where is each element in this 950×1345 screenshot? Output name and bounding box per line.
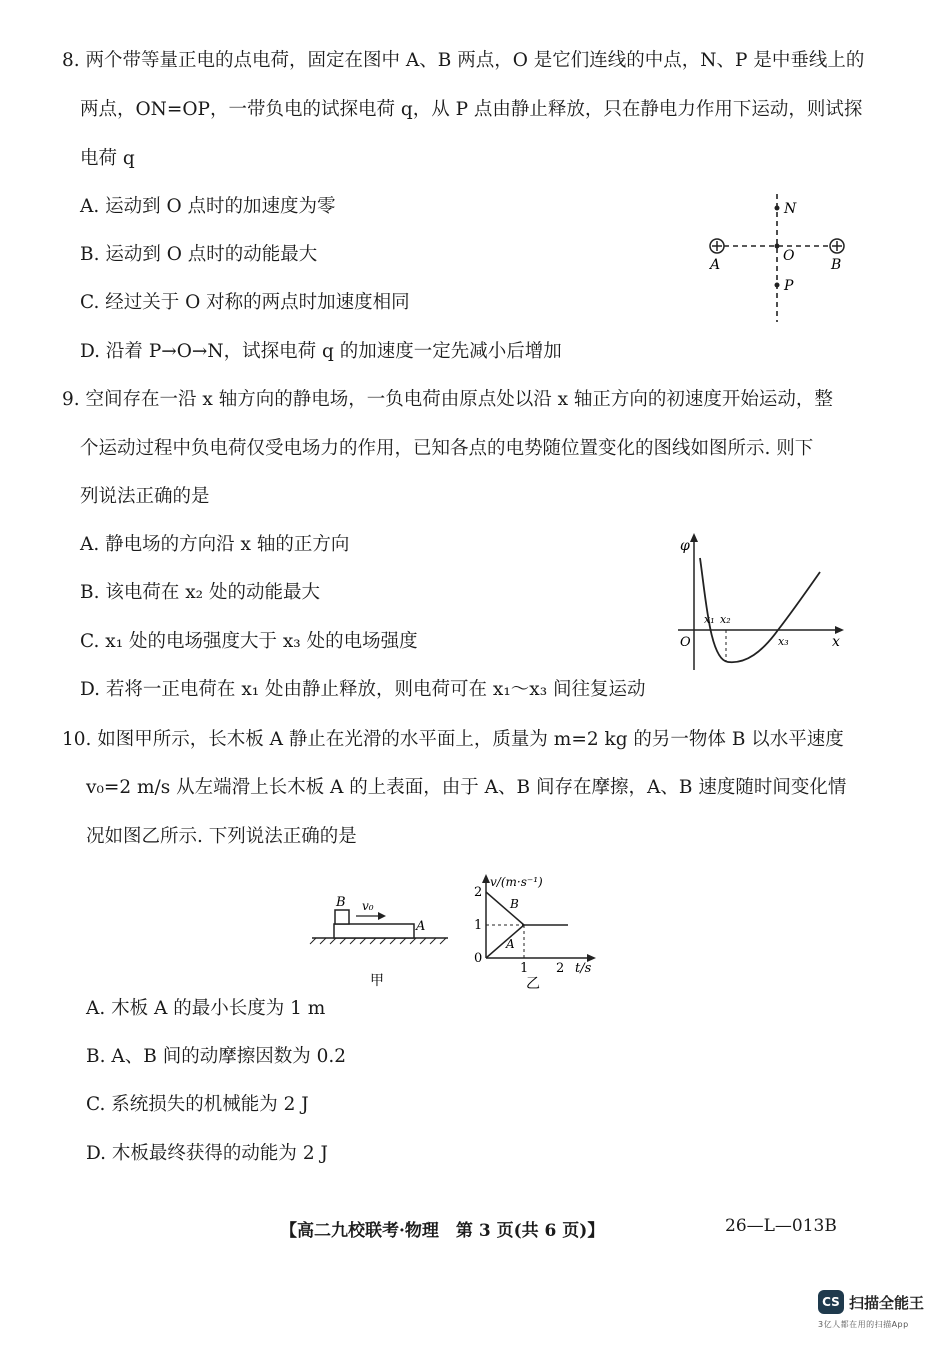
q9-x3-label: x₃ — [778, 635, 789, 648]
q8-charge-figure — [700, 188, 860, 328]
q8-label-o: O — [783, 248, 795, 264]
q10-yi-tick-x1: 1 — [520, 961, 529, 976]
q10-jia-label-a: A — [416, 919, 426, 934]
q9-y-label: φ — [680, 538, 690, 554]
page-footer-code: 26—L—013B — [725, 1216, 837, 1236]
q9-option-c: C. x₁ 处的电场强度大于 x₃ 处的电场强度 — [80, 631, 418, 652]
q9-option-b: B. 该电荷在 x₂ 处的动能最大 — [80, 582, 320, 603]
q10-yi-label-a: A — [506, 937, 515, 951]
q8-point-o — [775, 244, 780, 249]
q10-board-a — [334, 924, 414, 938]
q8-stem-line-1: 8. 两个带等量正电的点电荷，固定在图中 A、B 两点，O 是它们连线的中点，N、P 是中垂线上的 — [62, 50, 865, 71]
q10-yi-y-label: v/(m·s⁻¹) — [490, 875, 543, 889]
q10-stem-line-3: 况如图乙所示. 下列说法正确的是 — [86, 826, 357, 847]
q9-stem-line-1: 9. 空间存在一沿 x 轴方向的静电场，一负电荷由原点处以沿 x 轴正方向的初速度开始运动，整 — [62, 389, 833, 410]
q8-stem-line-2: 两点，ON=OP，一带负电的试探电荷 q，从 P 点由静止释放，只在静电力作用下运动，则试探 — [80, 99, 863, 120]
q8-option-a: A. 运动到 O 点时的加速度为零 — [80, 196, 336, 217]
q10-yi-line-a — [486, 925, 524, 958]
q9-x2-label: x₂ — [720, 613, 731, 626]
q10-yi-tick-0: 0 — [474, 951, 483, 966]
q8-label-b: B — [831, 257, 842, 273]
q10-jia-label-b: B — [336, 895, 346, 910]
q10-jia-caption: 甲 — [370, 973, 384, 989]
q8-option-b: B. 运动到 O 点时的动能最大 — [80, 244, 318, 265]
q10-option-b: B. A、B 间的动摩擦因数为 0.2 — [86, 1046, 346, 1067]
q10-stem-line-1: 10. 如图甲所示，长木板 A 静止在光滑的水平面上，质量为 m=2 kg 的另一物体 B 以水平速度 — [62, 729, 844, 750]
q9-stem-line-3: 列说法正确的是 — [80, 486, 210, 507]
q10-stem-line-2: v₀=2 m/s 从左端滑上长木板 A 的上表面，由于 A、B 间存在摩擦，A、B 速度随时间变化情 — [86, 777, 847, 798]
q9-x-label: x — [832, 634, 840, 650]
q8-label-p: P — [784, 278, 794, 294]
q10-yi-tick-y2: 2 — [474, 885, 483, 900]
q10-yi-label-b: B — [510, 897, 519, 911]
scanner-app-name: 扫描全能王 — [849, 1294, 925, 1312]
q9-stem-line-2: 个运动过程中负电荷仅受电场力的作用，已知各点的电势随位置变化的图线如图所示. 则下 — [80, 438, 814, 459]
q9-option-a: A. 静电场的方向沿 x 轴的正方向 — [80, 534, 350, 555]
q10-yi-tick-y1: 1 — [474, 918, 483, 933]
q8-point-p — [775, 283, 780, 288]
page-footer-title: 【高二九校联考·物理 第 3 页(共 6 页)】 — [280, 1221, 605, 1241]
q8-point-n — [775, 206, 780, 211]
q10-figure-jia — [308, 890, 458, 1000]
q10-yi-caption: 乙 — [526, 976, 540, 992]
q10-block-b — [335, 910, 349, 924]
q8-option-c: C. 经过关于 O 对称的两点时加速度相同 — [80, 292, 410, 313]
q10-option-c: C. 系统损失的机械能为 2 J — [86, 1094, 309, 1115]
q9-x1-label: x₁ — [704, 613, 715, 626]
q8-stem-line-3: 电荷 q — [80, 148, 135, 169]
q9-potential-graph — [670, 530, 850, 680]
q10-jia-label-v0: v₀ — [362, 899, 374, 913]
q8-label-n: N — [784, 201, 797, 217]
q10-figure-yi — [470, 870, 610, 992]
q8-label-a: A — [710, 257, 721, 273]
q9-option-d: D. 若将一正电荷在 x₁ 处由静止释放，则电荷可在 x₁～x₃ 间往复运动 — [80, 679, 646, 700]
scanner-logo-icon: CS — [818, 1290, 844, 1314]
q10-yi-x-label: t/s — [575, 961, 592, 976]
q9-potential-curve — [700, 558, 820, 662]
q9-origin-label: O — [680, 635, 691, 650]
q10-option-a: A. 木板 A 的最小长度为 1 m — [86, 998, 326, 1019]
scanner-tagline: 3亿人都在用的扫描App — [818, 1320, 909, 1329]
q8-option-d: D. 沿着 P→O→N，试探电荷 q 的加速度一定先减小后增加 — [80, 341, 562, 362]
q10-option-d: D. 木板最终获得的动能为 2 J — [86, 1143, 328, 1164]
q10-yi-tick-x2: 2 — [556, 961, 565, 976]
